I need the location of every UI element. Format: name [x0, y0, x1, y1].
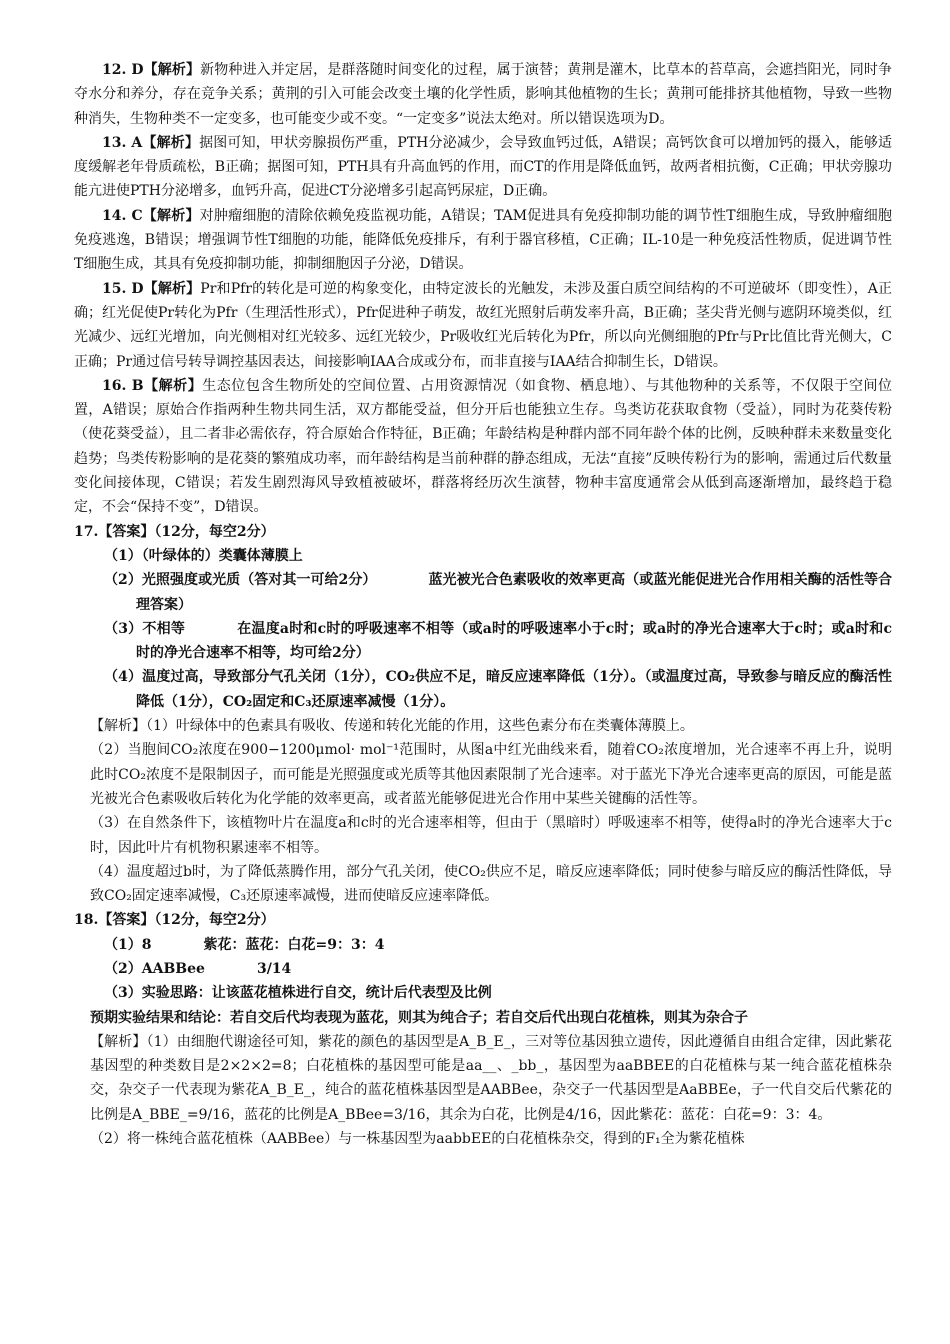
q16-text: 生态位包含生物所处的空间位置、占用资源情况（如食物、栖息地）、与其他物种的关系等，不仅限于空间位置，A错误；原始合作指两种生物共同生活，双方都能受益，但分开后也能独立生存。鸟类访花获取食物（受益），同时为花葵传粉（使花葵受益），且二者非必需依存，符合原始合作特征，B正确；年龄结构是种群内部不同年龄个体的比例，反映种群未来数量变化趋势；鸟类传粉影响的是花葵的繁殖成功率，而年龄结构是当前种群的静态组成，无法“直接”反映传粉行为的影响，需通过后代数量变化间接体现，C错误；若发生剧烈海风导致植被破坏，群落将经历次生演替，物种丰富度通常会从低到高逐渐增加，最终趋于稳定，不会“保持不变”，D错误。 [74, 377, 892, 516]
q18-explanation-2: （2）将一株纯合蓝花植株（AABBee）与一株基因型为aabbEE的白花植株杂交，得到的F₁全为紫花植株 [90, 1131, 745, 1148]
q13-text: 据图可知，甲状旁腺损伤严重，PTH分泌减少，会导致血钙过低，A错误；高钙饮食可以增加钙的摄入，能够适度缓解老年骨质疏松，B正确；据图可知，PTH具有升高血钙的作用，而CT的作用是降低血钙，故两者相抗衡，C正确；甲状旁腺功能亢进使PTH分泌增多，血钙升高，促进CT分泌增多引起高钙尿症，D正确。 [74, 134, 892, 200]
q14-text: 对肿瘤细胞的清除依赖免疫监视功能，A错误；TAM促进具有免疫抑制功能的调节性T细胞生成，导致肿瘤细胞免疫逃逸，B错误；增强调节性T细胞的功能，能降低免疫排斥，有利于器官移植，C正确；IL-10是一种免疫活性物质，促进调节性T细胞生成，其具有免疫抑制功能，抑制细胞因子分泌，D错误。 [74, 207, 893, 273]
q18-answer-1b: 紫花：蓝花：白花=9：3：4 [203, 936, 385, 953]
q16-label: 16. B【解析】 [102, 377, 203, 394]
q12-label: 12. D【解析】 [102, 62, 201, 78]
q18-explanation-1: 【解析】（1）由细胞代谢途径可知，紫花的颜色的基因型是A_B_E_，三对等位基因独立遗传，因此遵循自由组合定律，因此紫花基因型的种类数目是2×2×2=8；白花植株的基因型可能是aa__、_bb_，基因型为aaBBEE的白花植株与某一纯合蓝花植株杂交，杂交子一代表现为紫花A_B_E_，纯合的蓝花植株基因型是AABBee，杂交子一代基因型是AaBBEe，子一代自交后代紫花的比例是A_BBE_=9/16，蓝花的比例是A_BBee=3/16，其余为白花，比例是4/16，因此紫花：蓝花：白花=9：3：4。 [90, 1033, 892, 1123]
q18-answer-1 [74, 933, 892, 957]
q17-answer-2b: 蓝光被光合色素吸收的效率更高（或蓝光能促进光合作用相关酶的活性等合理答案） [136, 572, 893, 613]
question-16 [74, 374, 892, 520]
q17-answer-3b: 在温度a时和c时的呼吸速率不相等（或a时的呼吸速率小于c时；或a时的净光合速率大于c时；或a时和c时的净光合速率不相等，均可给2分） [136, 620, 892, 662]
q18-answer-heading: 18.【答案】（12分，每空2分） [74, 912, 275, 929]
q18-answer-2b: 3/14 [256, 960, 292, 977]
q15-label: 15. D【解析】 [102, 280, 201, 297]
q17-answer-heading: 17.【答案】（12分，每空2分） [74, 523, 275, 540]
q17-explanation-3: （3）在自然条件下，该植物叶片在温度a和c时的光合速率相等，但由于（黑暗时）呼吸速率不相等，使得a时的净光合速率大于c时，因此叶片有机物积累速率不相等。 [90, 815, 892, 856]
question-15 [74, 277, 892, 374]
q17-answer-2 [74, 568, 892, 617]
q18-answer-3-conclusion: 预期实验结果和结论：若自交后代均表现为蓝花，则其为纯合子；若自交后代出现白花植株，则其为杂合子 [90, 1009, 748, 1026]
q12-text: 新物种进入并定居，是群落随时间变化的过程，属于演替；黄荆是灌木，比草本的苔草高，会遮挡阳光，同时争夺水分和养分，存在竞争关系；黄荆的引入可能会改变土壤的化学性质，影响其他植物的生长；黄荆可能排挤其他植物，导致一些物种消失，生物种类不一定变多，也可能变少或不变。“一定变多”说法太绝对。所以错误选项为D。 [74, 62, 892, 127]
q14-label: 14. C【解析】 [102, 207, 200, 224]
q17-explanation-2: （2）当胞间CO₂浓度在900−1200μmol· mol⁻¹范围时，从图a中红光曲线来看，随着CO₂浓度增加，光合速率不再上升，说明此时CO₂浓度不是限制因子，而可能是光照强度或光质等其他因素限制了光合速率。对于蓝光下净光合速率更高的原因，可能是蓝光被光合色素吸收后转化为化学能的效率更高，或者蓝光能够促进光合作用中某些关键酶的活性等。 [90, 742, 892, 807]
q15-text: Pr和Pfr的转化是可逆的构象变化，由特定波长的光触发，未涉及蛋白质空间结构的不可逆破坏（即变性），A正确；红光促使Pr转化为Pfr（生理活性形式），Pfr促进种子萌发，故红光照射后萌发率升高，B正确；茎尖背光侧与遮阴环境类似，红光减少、远红光增加，向光侧相对红光较多、远红光较少，Pr吸收红光后转化为Pfr，所以向光侧细胞的Pfr与Pr比值比背光侧大，C正确；Pr通过信号转导调控基因表达，间接影响IAA合成或分布，而非直接与IAA结合抑制生长，D错误。 [74, 280, 893, 370]
question-13 [74, 131, 892, 204]
q17-answer-1: （1）（叶绿体的）类囊体薄膜上 [104, 547, 303, 564]
q17-answer-2a: （2）光照强度或光质（答对其一可给2分） [104, 572, 377, 589]
q17-explanation-1: 【解析】（1）叶绿体中的色素具有吸收、传递和转化光能的作用，这些色素分布在类囊体薄膜上。 [90, 718, 694, 735]
question-12 [74, 58, 892, 131]
q18-answer-2a: （2）AABBee [104, 960, 205, 977]
q18-answer-1a: （1）8 [104, 936, 152, 953]
q17-answer-3 [74, 617, 892, 666]
q17-answer-3a: （3）不相等 [104, 620, 186, 637]
q18-answer-2 [74, 957, 892, 981]
q17-explanation-4: （4）温度超过b时，为了降低蒸腾作用，部分气孔关闭，使CO₂供应不足，暗反应速率降低；同时使参与暗反应的酶活性降低，导致CO₂固定速率减慢，C₃还原速率减慢，进而使暗反应速率降低。 [90, 863, 892, 905]
q17-answer-4: （4）温度过高，导致部分气孔关闭（1分），CO₂供应不足，暗反应速率降低（1分）。（或温度过高，导致参与暗反应的酶活性降低（1分），CO₂固定和C₃还原速率减慢（1分）。 [104, 669, 892, 710]
q13-label: 13. A【解析】 [102, 134, 200, 151]
question-14 [74, 204, 892, 277]
q18-answer-3: （3）实验思路：让该蓝花植株进行自交，统计后代表型及比例 [104, 985, 492, 1002]
